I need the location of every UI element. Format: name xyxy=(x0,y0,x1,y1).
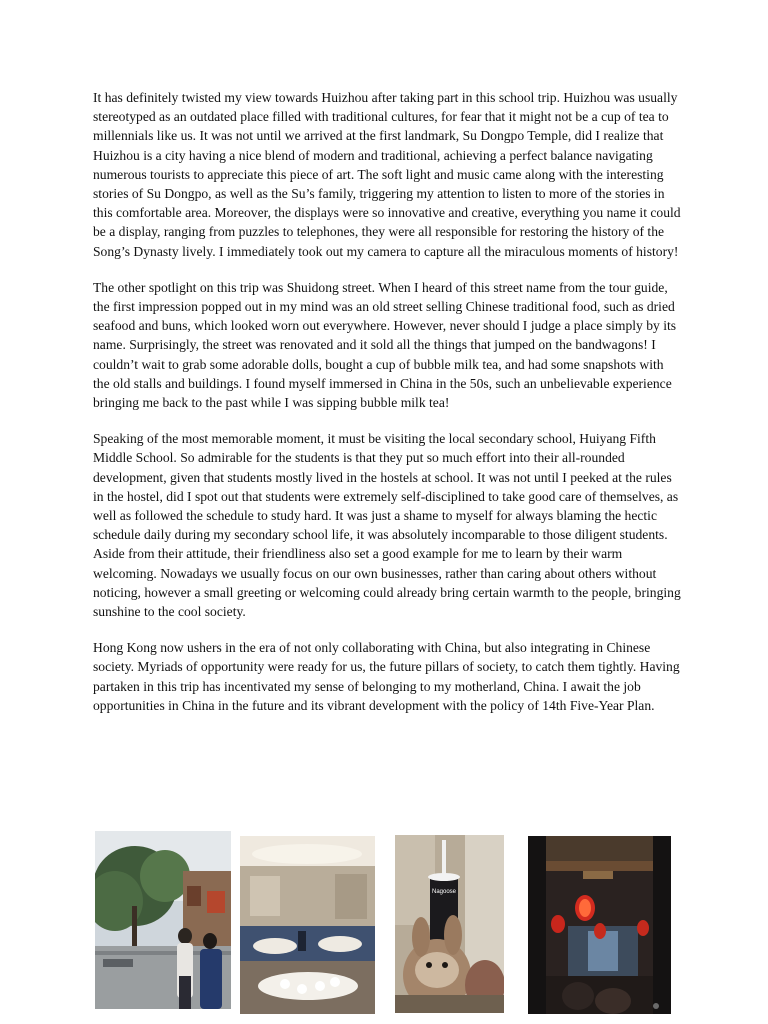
bubble-tea-and-plush-bunny-photo xyxy=(395,835,504,1013)
paragraph-4: Hong Kong now ushers in the era of not only collaborating with China, but also integrating in Chinese society. Myriads of opportunity were ready for us, the future pillars of society, to catch them tightly. Having partaken in this trip has incentivated my sense of belonging to my motherland, China. I await the job opportunities in China in the future and its vibrant development with the policy of 14th Five-Year Plan. xyxy=(93,640,680,713)
cup-label: Nagoose xyxy=(431,889,457,895)
red-lanterns-night-street-photo xyxy=(528,836,671,1014)
outdoor-temple-courtyard-photo xyxy=(95,831,231,1009)
restaurant-banquet-hall-photo xyxy=(240,836,375,1014)
paragraph-2: The other spotlight on this trip was Shuidong street. When I heard of this street name from the tour guide, the first impression popped out in my mind was an old street selling Chinese traditional food, such as dried seafood and buns, which looked worn out everywhere. However, never should I judge a place simply by its name. Surprisingly, the street was renovated and it sold all the things that jumped on the bandwagons! I couldn’t wait to grab some adorable dolls, bought a cup of bubble milk tea, and had some snapshots with the old stalls and buildings. I found myself immersed in China in the 50s, such an unbelievable experience bringing me back to the past while I was sipping bubble milk tea! xyxy=(93,279,677,411)
essay-body xyxy=(93,88,683,732)
paragraph-1: It has definitely twisted my view towards Huizhou after taking part in this school trip. Huizhou was usually stereotyped as an outdated place filled with traditional cultures, for fear that it might not be a cup of tea to millennials like us. It was not until we arrived at the first landmark, Su Dongpo Temple, did I realize that Huizhou is a city having a nice blend of modern and traditional, achieving a perfect balance navigating numerous tourists to appreciate this piece of art. The soft light and music came along with the interesting stories of Su Dongpo, as well as the Su’s family, triggering my attention to listen to more of the stories in this comfortable area. Moreover, the displays were so innovative and creative, everything you name it could be a display, ranging from puzzles to telephones, they were all responsible for restoring the history of the Song’s Dynasty lively. I immediately took out my camera to capture all the miraculous moments of history! xyxy=(93,90,681,259)
paragraph-3: Speaking of the most memorable moment, it must be visiting the local secondary school, Huiyang Fifth Middle School. So admirable for the students is that they put so much effort into their all-rounded development, given that students mostly lived in the hostels at school. It was not until I peeked at the rules in the hostel, did I spot out that students were extremely self-disciplined to take good care of themselves, as well as followed the schedule to study hard. It was just a shame to myself for always blaming the hectic schedule daily during my secondary school life, it was absolutely incomparable to those diligent students. Aside from their attitude, their friendliness also set a good example for me to learn by their warm welcoming. Nowadays we usually focus on our own businesses, rather than caring about others without noticing, however a small greeting or welcoming could already bring certain warmth to the people, bringing sunshine to the cool society. xyxy=(93,431,681,620)
